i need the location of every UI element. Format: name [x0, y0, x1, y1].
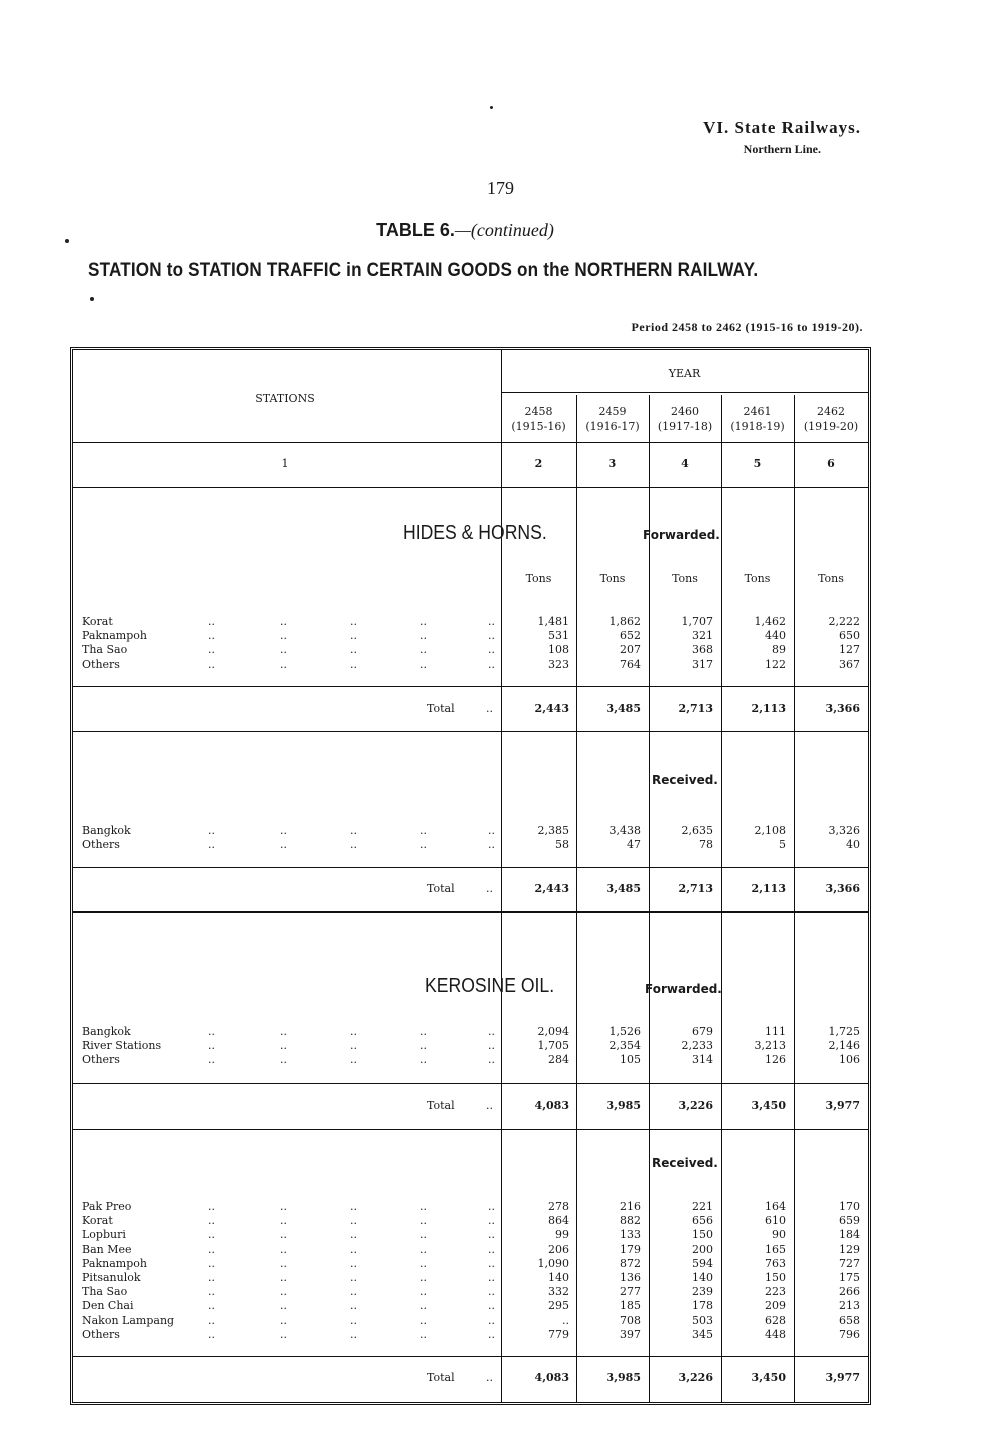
- column-number: 5: [753, 457, 762, 470]
- leader-dots: ..: [488, 629, 495, 643]
- table-cell-value: 2,094: [537, 1025, 569, 1038]
- total-label: Total: [427, 1371, 455, 1384]
- total-value: 2,113: [751, 882, 786, 895]
- table-cell-value: 47: [627, 838, 641, 852]
- unit-label: Tons: [525, 572, 552, 585]
- table-cell-value: 295: [548, 1299, 569, 1313]
- leader-dots: ..: [208, 1256, 215, 1270]
- table-cell-value: 708: [620, 1313, 641, 1327]
- leader-dots: ..: [486, 1371, 493, 1384]
- leader-dots: ..: [488, 1285, 495, 1299]
- table-cell-value: 3,213: [754, 1039, 786, 1053]
- table-cell-value: 397: [620, 1327, 641, 1341]
- table-cell-value: 628: [765, 1313, 786, 1327]
- table-cell-value: 2,354: [609, 1039, 641, 1053]
- table-cell-value: 323: [548, 657, 569, 671]
- table-cell-value: 3,326: [828, 824, 860, 837]
- forwarded-label: Forwarded.: [643, 528, 720, 542]
- leader-dots: ..: [208, 1242, 215, 1256]
- station-name: Others: [82, 1053, 120, 1067]
- leader-dots: ..: [486, 1099, 493, 1112]
- station-name: Others: [82, 838, 120, 852]
- table-cell-value: 1,462: [754, 615, 786, 628]
- table-cell-value: 1,862: [609, 615, 641, 628]
- leader-dots: ..: [350, 1271, 357, 1284]
- table-cell-value: 882: [620, 1214, 641, 1228]
- leader-dots: ..: [280, 1256, 287, 1270]
- total-value: 2,713: [678, 702, 713, 715]
- leader-dots: ..: [420, 838, 427, 852]
- table-cell-value: 105: [620, 1053, 641, 1067]
- table-cell-value: 1,090: [537, 1256, 569, 1270]
- leader-dots: ..: [488, 1025, 495, 1038]
- total-value: 3,977: [825, 1099, 860, 1112]
- table-cell-value: 133: [620, 1228, 641, 1242]
- table-cell-value: 140: [548, 1271, 569, 1284]
- table-cell-value: 317: [692, 657, 713, 671]
- total-value: 3,450: [751, 1371, 786, 1384]
- table-cell-value: 164: [765, 1200, 786, 1213]
- total-value: 3,977: [825, 1371, 860, 1384]
- leader-dots: ..: [488, 1214, 495, 1228]
- leader-dots: ..: [280, 1299, 287, 1313]
- leader-dots: ..: [280, 629, 287, 643]
- table-cell-value: 216: [620, 1200, 641, 1213]
- table-cell-value: 170: [839, 1200, 860, 1213]
- table-cell-value: 1,526: [609, 1025, 641, 1038]
- period-note: Period 2458 to 2462 (1915-16 to 1919-20).: [631, 320, 863, 334]
- unit-label: Tons: [744, 572, 771, 585]
- year-column-header: 2461 (1918-19): [730, 405, 785, 433]
- leader-dots: ..: [488, 838, 495, 852]
- table-cell-value: 108: [548, 643, 569, 657]
- table-cell-value: 99: [555, 1228, 569, 1242]
- leader-dots: ..: [280, 1214, 287, 1228]
- leader-dots: ..: [208, 1228, 215, 1242]
- table-cell-value: 448: [765, 1327, 786, 1341]
- forwarded-label: Forwarded.: [645, 982, 722, 996]
- leader-dots: ..: [208, 629, 215, 643]
- table-cell-value: 440: [765, 629, 786, 643]
- station-name: Ban Mee: [82, 1242, 132, 1256]
- leader-dots: ..: [280, 1271, 287, 1284]
- table-cell-value: 1,705: [537, 1039, 569, 1053]
- column-number: 2: [534, 457, 543, 470]
- leader-dots: ..: [350, 1256, 357, 1270]
- leader-dots: ..: [350, 1327, 357, 1341]
- table-cell-value: 106: [839, 1053, 860, 1067]
- leader-dots: ..: [420, 1228, 427, 1242]
- table-cell-value: 277: [620, 1285, 641, 1299]
- table-cell-value: 314: [692, 1053, 713, 1067]
- station-name: Den Chai: [82, 1299, 134, 1313]
- leader-dots: ..: [488, 1053, 495, 1067]
- leader-dots: ..: [280, 1025, 287, 1038]
- leader-dots: ..: [420, 1214, 427, 1228]
- leader-dots: ..: [350, 1214, 357, 1228]
- table-cell-value: 89: [772, 643, 786, 657]
- total-value: 2,713: [678, 882, 713, 895]
- table-cell-value: 796: [839, 1327, 860, 1341]
- leader-dots: ..: [488, 1271, 495, 1284]
- total-value: 3,366: [825, 882, 860, 895]
- rule: [73, 686, 501, 687]
- rule: [73, 1083, 868, 1084]
- leader-dots: ..: [488, 1242, 495, 1256]
- table-cell-value: 779: [548, 1327, 569, 1341]
- table-cell-value: 78: [699, 838, 713, 852]
- table-cell-value: 864: [548, 1214, 569, 1228]
- leader-dots: ..: [488, 657, 495, 671]
- leader-dots: ..: [208, 1214, 215, 1228]
- station-name: Nakon Lampang: [82, 1313, 175, 1327]
- total-value: 3,366: [825, 702, 860, 715]
- table-title-suffix: —(continued): [454, 220, 554, 240]
- table-cell-value: 1,725: [828, 1025, 860, 1038]
- leader-dots: ..: [420, 1313, 427, 1327]
- table-cell-value: 284: [548, 1053, 569, 1067]
- leader-dots: ..: [208, 824, 215, 837]
- running-header: [703, 118, 861, 157]
- page-number: 179: [487, 178, 514, 198]
- leader-dots: ..: [420, 1299, 427, 1313]
- speck: [90, 297, 94, 301]
- leader-dots: ..: [420, 657, 427, 671]
- column-number: 1: [281, 457, 289, 470]
- table-cell-value: 727: [839, 1256, 860, 1270]
- table-cell-value: 90: [772, 1228, 786, 1242]
- rule: [73, 731, 868, 732]
- leader-dots: ..: [350, 1039, 357, 1053]
- leader-dots: ..: [488, 1313, 495, 1327]
- table-cell-value: 2,635: [681, 824, 713, 837]
- leader-dots: ..: [420, 1285, 427, 1299]
- column-number: 4: [681, 457, 689, 470]
- leader-dots: ..: [280, 1200, 287, 1213]
- leader-dots: ..: [350, 1025, 357, 1038]
- total-value: 3,485: [606, 882, 641, 895]
- table-cell-value: 200: [692, 1242, 713, 1256]
- total-value: 2,443: [534, 882, 569, 895]
- leader-dots: ..: [280, 1039, 287, 1053]
- total-value: 3,226: [678, 1371, 713, 1384]
- leader-dots: ..: [280, 657, 287, 671]
- leader-dots: ..: [350, 1299, 357, 1313]
- table-cell-value: 2,385: [537, 824, 569, 837]
- leader-dots: ..: [420, 824, 427, 837]
- column-number: 3: [608, 457, 617, 470]
- leader-dots: ..: [280, 615, 287, 628]
- leader-dots: ..: [208, 1285, 215, 1299]
- table-cell-value: 872: [620, 1256, 641, 1270]
- leader-dots: ..: [350, 1285, 357, 1299]
- total-label: Total: [427, 882, 455, 895]
- table-cell-value: 129: [839, 1242, 860, 1256]
- table-cell-value: 266: [839, 1285, 860, 1299]
- leader-dots: ..: [488, 1200, 495, 1213]
- total-value: 4,083: [534, 1099, 569, 1112]
- leader-dots: ..: [280, 1228, 287, 1242]
- leader-dots: ..: [486, 702, 493, 715]
- table-cell-value: 652: [620, 629, 641, 643]
- table-cell-value: 764: [620, 657, 641, 671]
- leader-dots: ..: [208, 838, 215, 852]
- leader-dots: ..: [420, 1256, 427, 1270]
- station-name: Bangkok: [82, 1025, 131, 1038]
- total-value: 3,450: [751, 1099, 786, 1112]
- table-cell-value: 136: [620, 1271, 641, 1284]
- leader-dots: ..: [350, 1228, 357, 1242]
- table-cell-value: 140: [692, 1271, 713, 1284]
- total-value: 3,485: [606, 702, 641, 715]
- table-cell-value: 209: [765, 1299, 786, 1313]
- leader-dots: ..: [420, 1025, 427, 1038]
- leader-dots: ..: [280, 1313, 287, 1327]
- leader-dots: ..: [488, 1256, 495, 1270]
- table-cell-value: 3,438: [609, 824, 641, 837]
- table-cell-value: 122: [765, 657, 786, 671]
- leader-dots: ..: [420, 1271, 427, 1284]
- leader-dots: ..: [488, 615, 495, 628]
- table-cell-value: 345: [692, 1327, 713, 1341]
- table-cell-value: 213: [839, 1299, 860, 1313]
- table-cell-value: 763: [765, 1256, 786, 1270]
- table-cell-value: 367: [839, 657, 860, 671]
- leader-dots: ..: [208, 643, 215, 657]
- leader-dots: ..: [420, 1039, 427, 1053]
- rule: [501, 686, 868, 687]
- leader-dots: ..: [488, 1228, 495, 1242]
- table-cell-value: 594: [692, 1256, 713, 1270]
- table-cell-value: 175: [839, 1271, 860, 1284]
- table-cell-value: 206: [548, 1242, 569, 1256]
- received-label: Received.: [652, 1156, 718, 1170]
- rule: [501, 392, 868, 393]
- speck: [490, 106, 493, 109]
- leader-dots: ..: [486, 882, 493, 895]
- table-cell-value: 178: [692, 1299, 713, 1313]
- table-cell-value: 368: [692, 643, 713, 657]
- table-cell-value: 650: [839, 629, 860, 643]
- rule: [73, 442, 868, 443]
- leader-dots: ..: [350, 615, 357, 628]
- table-cell-value: 223: [765, 1285, 786, 1299]
- station-name: Tha Sao: [82, 643, 128, 657]
- leader-dots: ..: [280, 1285, 287, 1299]
- station-name: Pak Preo: [82, 1200, 132, 1213]
- leader-dots: ..: [208, 1025, 215, 1038]
- rule: [73, 867, 868, 868]
- total-label: Total: [427, 702, 455, 715]
- section-heading: VI. State Railways.: [703, 118, 861, 137]
- year-column-header: 2460 (1917-18): [657, 405, 713, 433]
- line-subheading: Northern Line.: [743, 142, 821, 156]
- station-name: Bangkok: [82, 824, 131, 837]
- station-name: Paknampoh: [82, 629, 147, 643]
- total-value: 2,113: [751, 702, 786, 715]
- station-name: Korat: [82, 1214, 113, 1228]
- leader-dots: ..: [350, 643, 357, 657]
- table-cell-value: 184: [839, 1228, 860, 1242]
- rule: [73, 1356, 868, 1357]
- leader-dots: ..: [350, 657, 357, 671]
- total-value: 3,985: [606, 1371, 641, 1384]
- station-name: Paknampoh: [82, 1256, 147, 1270]
- table-cell-value: 221: [692, 1200, 713, 1213]
- table-cell-value: 610: [765, 1214, 786, 1228]
- leader-dots: ..: [488, 1299, 495, 1313]
- stations-header: STATIONS: [255, 392, 315, 405]
- leader-dots: ..: [350, 1200, 357, 1213]
- table-cell-value: 2,233: [681, 1039, 713, 1053]
- table-cell-value: 126: [765, 1053, 786, 1067]
- table-cell-value: 503: [692, 1313, 713, 1327]
- table-cell-value: 2,146: [828, 1039, 860, 1053]
- total-value: 2,443: [534, 702, 569, 715]
- table-cell-value: 179: [620, 1242, 641, 1256]
- table-cell-value: 127: [839, 643, 860, 657]
- station-name: Others: [82, 657, 120, 671]
- rule: [73, 487, 868, 488]
- leader-dots: ..: [208, 1299, 215, 1313]
- year-column-header: 2462 (1919-20): [803, 405, 859, 433]
- table-cell-value: 1,707: [681, 615, 713, 628]
- leader-dots: ..: [280, 838, 287, 852]
- leader-dots: ..: [350, 1313, 357, 1327]
- leader-dots: ..: [280, 1242, 287, 1256]
- unit-label: Tons: [672, 572, 698, 585]
- table-cell-value: 111: [765, 1025, 786, 1038]
- table-cell-value: 656: [692, 1214, 713, 1228]
- leader-dots: ..: [420, 629, 427, 643]
- total-value: 3,985: [606, 1099, 641, 1112]
- leader-dots: ..: [350, 1242, 357, 1256]
- leader-dots: ..: [420, 615, 427, 628]
- total-value: 4,083: [534, 1371, 569, 1384]
- section-title-hides: HIDES & HORNS.: [403, 522, 547, 544]
- table-cell-value: 531: [548, 629, 569, 643]
- main-title: STATION to STATION TRAFFIC in CERTAIN GOODS on the NORTHERN RAILWAY.: [88, 260, 759, 281]
- table-cell-value: 239: [692, 1285, 713, 1299]
- leader-dots: ..: [280, 643, 287, 657]
- speck: [65, 239, 69, 243]
- rule: [73, 1129, 868, 1130]
- table-cell-value: 332: [548, 1285, 569, 1299]
- table-cell-value: 321: [692, 629, 713, 643]
- received-label: Received.: [652, 773, 718, 787]
- station-name: Korat: [82, 615, 113, 628]
- leader-dots: ..: [350, 629, 357, 643]
- leader-dots: ..: [208, 1039, 215, 1053]
- station-name: Others: [82, 1327, 120, 1341]
- table-cell-value: 1,481: [537, 615, 569, 628]
- leader-dots: ..: [208, 1053, 215, 1067]
- year-column-header: 2458 (1915-16): [511, 405, 566, 433]
- table-cell-value: 150: [765, 1271, 786, 1284]
- leader-dots: ..: [208, 657, 215, 671]
- station-name: Tha Sao: [82, 1285, 128, 1299]
- table-cell-value: 679: [692, 1025, 713, 1038]
- leader-dots: ..: [488, 1039, 495, 1053]
- leader-dots: ..: [420, 1327, 427, 1341]
- table-cell-value: 2,222: [828, 615, 860, 628]
- table-cell-value: 278: [548, 1200, 569, 1213]
- leader-dots: ..: [208, 1327, 215, 1341]
- table-cell-value: 658: [839, 1313, 860, 1327]
- leader-dots: ..: [208, 615, 215, 628]
- station-name: River Stations: [82, 1039, 162, 1053]
- leader-dots: ..: [208, 1271, 215, 1284]
- leader-dots: ..: [420, 1242, 427, 1256]
- leader-dots: ..: [420, 1200, 427, 1213]
- leader-dots: ..: [420, 1053, 427, 1067]
- leader-dots: ..: [350, 838, 357, 852]
- station-name: Pitsanulok: [82, 1271, 141, 1284]
- leader-dots: ..: [350, 1053, 357, 1067]
- leader-dots: ..: [280, 1053, 287, 1067]
- leader-dots: ..: [208, 1200, 215, 1213]
- table-cell-value: 165: [765, 1242, 786, 1256]
- table-cell-value: 185: [620, 1299, 641, 1313]
- year-column-header: 2459 (1916-17): [585, 405, 640, 433]
- leader-dots: ..: [488, 1327, 495, 1341]
- unit-label: Tons: [818, 572, 844, 585]
- rule: [73, 911, 868, 913]
- station-name: Lopburi: [82, 1228, 126, 1242]
- table-title-prefix: TABLE 6.: [376, 220, 455, 240]
- leader-dots: ..: [488, 643, 495, 657]
- leader-dots: ..: [420, 643, 427, 657]
- table-cell-value: 5: [779, 838, 786, 852]
- leader-dots: ..: [280, 1327, 287, 1341]
- table-cell-value: ..: [562, 1313, 569, 1327]
- table-cell-value: 659: [839, 1214, 860, 1228]
- table-cell-value: 2,108: [754, 824, 786, 837]
- table-cell-value: 58: [555, 838, 569, 852]
- leader-dots: ..: [208, 1313, 215, 1327]
- table-cell-value: 150: [692, 1228, 713, 1242]
- total-label: Total: [427, 1099, 455, 1112]
- table-cell-value: 207: [620, 643, 641, 657]
- leader-dots: ..: [350, 824, 357, 837]
- leader-dots: ..: [488, 824, 495, 837]
- table-title: [0, 220, 930, 241]
- section-title-kerosine: KEROSINE OIL.: [425, 975, 555, 997]
- year-header: YEAR: [668, 367, 701, 380]
- table-cell-value: 40: [846, 838, 860, 852]
- unit-label: Tons: [599, 572, 626, 585]
- leader-dots: ..: [280, 824, 287, 837]
- column-number: 6: [827, 457, 835, 470]
- total-value: 3,226: [678, 1099, 713, 1112]
